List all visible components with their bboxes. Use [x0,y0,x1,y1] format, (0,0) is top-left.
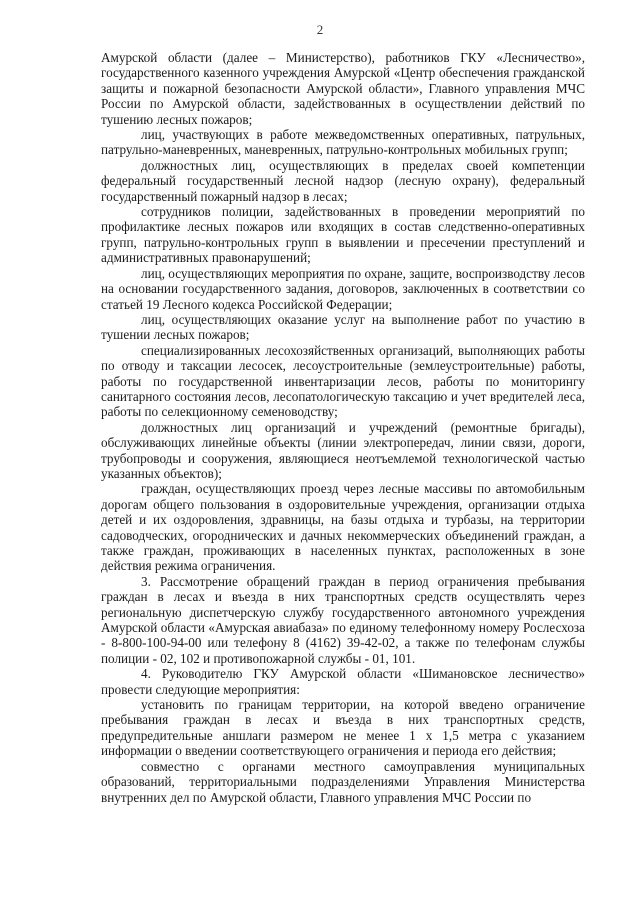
paragraph: лиц, участвующих в работе межведомственных оперативных, патрульных, патрульно-маневренных, маневренных, патрульно-контрольных мобильных групп; [101,127,585,158]
paragraph: 4. Руководителю ГКУ Амурской области «Шимановское лесничество» провести следующие мероприятия: [101,666,585,697]
paragraph: 3. Рассмотрение обращений граждан в период ограничения пребывания граждан в лесах и въезда в них транспортных средств осуществлять через региональную диспетчерскую службу государственного автономного учреждения Амурской области «Амурская авиабаза» по единому телефонному номеру Рослесхоза - 8-800-100-94-00 или телефону 8 (4162) 39-42-02, а также по телефонам службы полиции - 02, 102 и противопожарной службы - 01, 101. [101,573,585,666]
paragraph: установить по границам территории, на которой введено ограничение пребывания граждан в лесах и въезда в них транспортных средств, предупредительные аншлаги размером не менее 1 х 1,5 метра с указанием информации о введении соответствующего ограничения и периода его действия; [101,697,585,759]
paragraph: Амурской области (далее – Министерство), работников ГКУ «Лесничество», государственного казенного учреждения Амурской «Центр обеспечения гражданской защиты и пожарной безопасности Амурской области», Главного управления МЧС России по Амурской области, задействованных в осуществлении действий по тушению лесных пожаров; [101,50,585,127]
document-body [101,50,585,805]
page-number: 2 [316,22,324,37]
paragraph: должностных лиц, осуществляющих в пределах своей компетенции федеральный государственный лесной надзор (лесную охрану), федеральный государственный пожарный надзор в лесах; [101,157,585,204]
paragraph: совместно с органами местного самоуправления муниципальных образований, территориальными подразделениями Управления Министерства внутренних дел по Амурской области, Главного управления МЧС России по [101,758,585,805]
paragraph: должностных лиц организаций и учреждений (ремонтные бригады), обслуживающих линейные объекты (линии электропередач, линии связи, дороги, трубопроводы и сооружения, являющиеся неотъемлемой технологической частью указанных объектов); [101,419,585,481]
paragraph: граждан, осуществляющих проезд через лесные массивы по автомобильным дорогам общего пользования в оздоровительные учреждения, организации отдыха детей и их оздоровления, здравницы, на базы отдыха и турбазы, на территории садоводческих, огороднических и дачных некоммерческих объединений граждан, а также граждан, проживающих в населенных пунктах, расположенных в зоне действия режима ограничения. [101,481,585,574]
paragraph: лиц, осуществляющих оказание услуг на выполнение работ по участию в тушении лесных пожаров; [101,311,585,343]
paragraph: специализированных лесохозяйственных организаций, выполняющих работы по отводу и таксации лесосек, лесоустроительные (землеустроительные) работы, работы по государственной инвентаризации лесов, работы по мониторингу санитарного состояния лесов, лесопатологическую таксацию и учет вредителей леса, работы по селекционному семеноводству; [101,342,585,420]
paragraph: сотрудников полиции, задействованных в проведении мероприятий по профилактике лесных пожаров или входящих в состав следственно-оперативных групп, патрульно-контрольных групп в выявлении и пресечении преступлений и административных правонарушений; [101,204,585,266]
paragraph: лиц, осуществляющих мероприятия по охране, защите, воспроизводству лесов на основании государственного задания, договоров, заключенных в соответствии со статьей 19 Лесного кодекса Российской Федерации; [101,265,585,312]
